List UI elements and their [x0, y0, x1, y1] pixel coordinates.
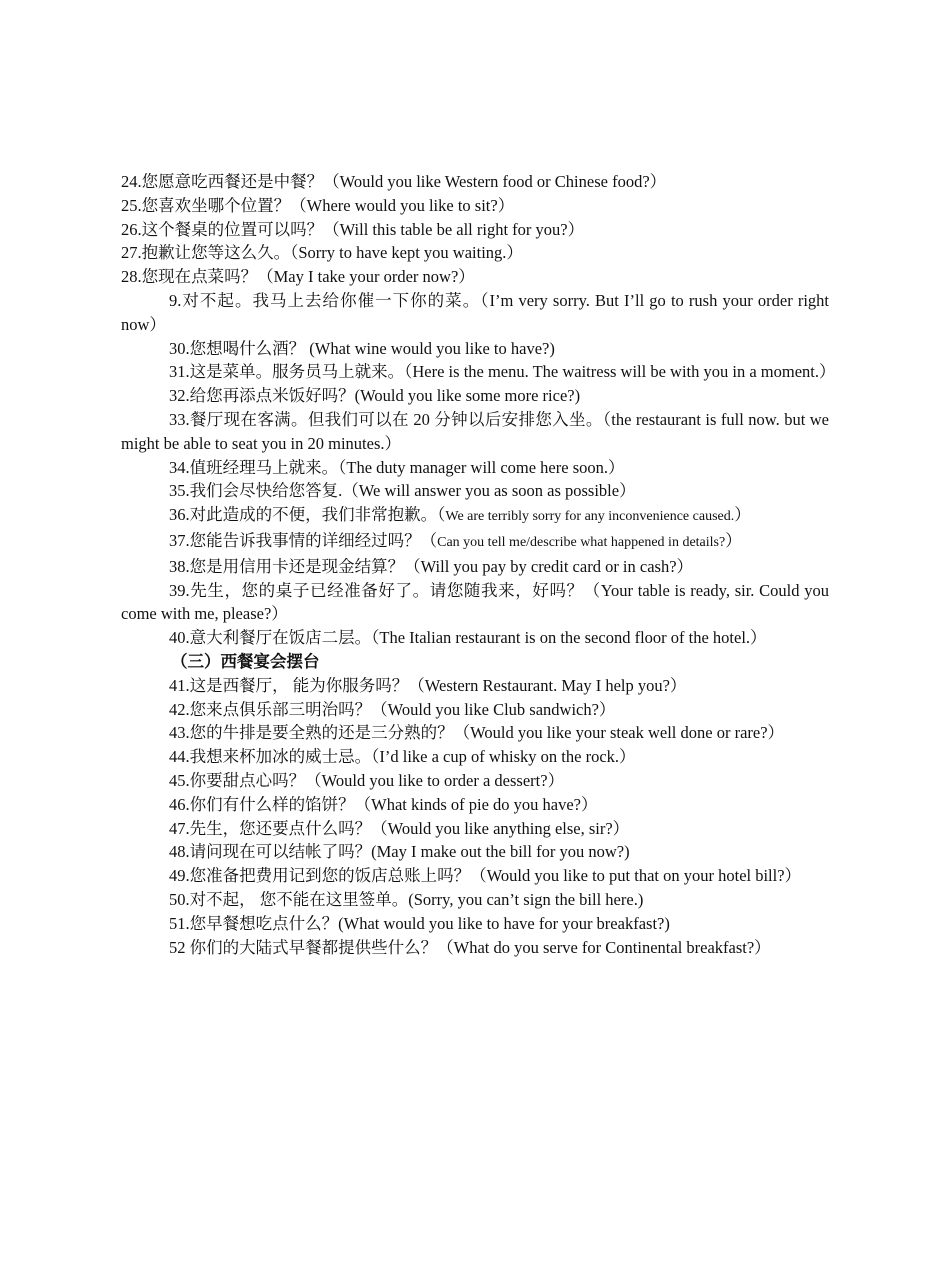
- phrase-37-cn: 37.您能告诉我事情的详细经过吗？（: [169, 530, 438, 550]
- phrase-48: 48.请问现在可以结帐了吗？(May I make out the bill for you now?): [169, 842, 630, 862]
- phrase-47: 47.先生，您还要点什么吗？（Would you like anything else, sir?）: [169, 818, 630, 838]
- phrase-34: 34.值班经理马上就来。（The duty manager will come here soon.）: [169, 457, 625, 477]
- phrase-41: 41.这是西餐厅， 能为你服务吗？（Western Restaurant. May I help you?）: [169, 675, 687, 695]
- phrase-43: 43.您的牛排是要全熟的还是三分熟的？（Would you like your steak well done or rare?）: [169, 723, 785, 743]
- phrase-44: 44.我想来杯加冰的威士忌。（I’d like a cup of whisky on the rock.）: [169, 747, 636, 767]
- phrase-35: 35.我们会尽快给您答复.（We will answer you as soon as possible）: [169, 481, 636, 501]
- phrase-46: 46.你们有什么样的馅饼？（What kinds of pie do you have?）: [169, 794, 598, 814]
- phrase-38: 38.您是用信用卡还是现金结算？（Will you pay by credit card or in cash?）: [169, 556, 694, 576]
- phrase-45: 45.你要甜点心吗？（Would you like to order a dessert?）: [169, 770, 565, 790]
- phrase-36-end: ）: [734, 505, 751, 525]
- phrase-26: 26.这个餐桌的位置可以吗？（Will this table be all right for you?）: [121, 219, 585, 239]
- phrase-25: 25.您喜欢坐哪个位置？（Where would you like to sit?）: [121, 195, 515, 215]
- phrase-28: 28.您现在点菜吗？（May I take your order now?）: [121, 267, 475, 287]
- document-page: [121, 170, 836, 959]
- phrase-39: 39.先生，您的桌子已经准备好了。请您随我来，好吗？（Your table is ready, sir. Could you come with me, please?）: [121, 580, 829, 624]
- phrase-37-end: ）: [725, 530, 742, 550]
- phrase-42: 42.您来点俱乐部三明治吗？（Would you like Club sandwich?）: [169, 699, 616, 719]
- phrase-31: 31.这是菜单。服务员马上就来。（Here is the menu. The waitress will be with you in a moment.）: [169, 362, 836, 382]
- phrase-49: 49.您准备把费用记到您的饭店总账上吗？（Would you like to put that on your hotel bill?）: [169, 866, 802, 886]
- phrase-24: 24.您愿意吃西餐还是中餐？（Would you like Western food or Chinese food?）: [121, 172, 667, 191]
- phrase-30: 30.您想喝什么酒？ (What wine would you like to have?): [169, 338, 555, 358]
- phrase-36-en: We are terribly sorry for any inconvenience caused.: [445, 509, 735, 525]
- phrase-27: 27.抱歉让您等这么久。（Sorry to have kept you waiting.）: [121, 243, 523, 263]
- phrase-37: [121, 529, 829, 555]
- phrase-32: 32.给您再添点米饭好吗？(Would you like some more rice?): [169, 386, 581, 406]
- phrase-36: [121, 503, 829, 529]
- phrase-29: 9.对不起。我马上去给你催一下你的菜。（I’m very sorry. But I’ll go to rush your order right now）: [121, 290, 829, 334]
- phrase-40: 40.意大利餐厅在饭店二层。（The Italian restaurant is on the second floor of the hotel.）: [169, 628, 767, 648]
- phrase-33: 33.餐厅现在客满。但我们可以在 20 分钟以后安排您入坐。（the restaurant is full now. but we might be able to seat you in 20 minutes.）: [121, 409, 829, 453]
- phrase-37-en: Can you tell me/describe what happened in details?: [437, 534, 726, 550]
- phrase-36-cn: 36.对此造成的不便，我们非常抱歉。（: [169, 505, 446, 525]
- section-heading: （三）西餐宴会摆台: [171, 651, 320, 671]
- phrase-52: 52 你们的大陆式早餐都提供些什么？（What do you serve for Continental breakfast?）: [169, 937, 771, 957]
- phrase-50: 50.对不起， 您不能在这里签单。(Sorry, you can’t sign the bill here.): [169, 889, 644, 909]
- phrase-51: 51.您早餐想吃点什么？(What would you like to have for your breakfast?): [169, 913, 670, 933]
